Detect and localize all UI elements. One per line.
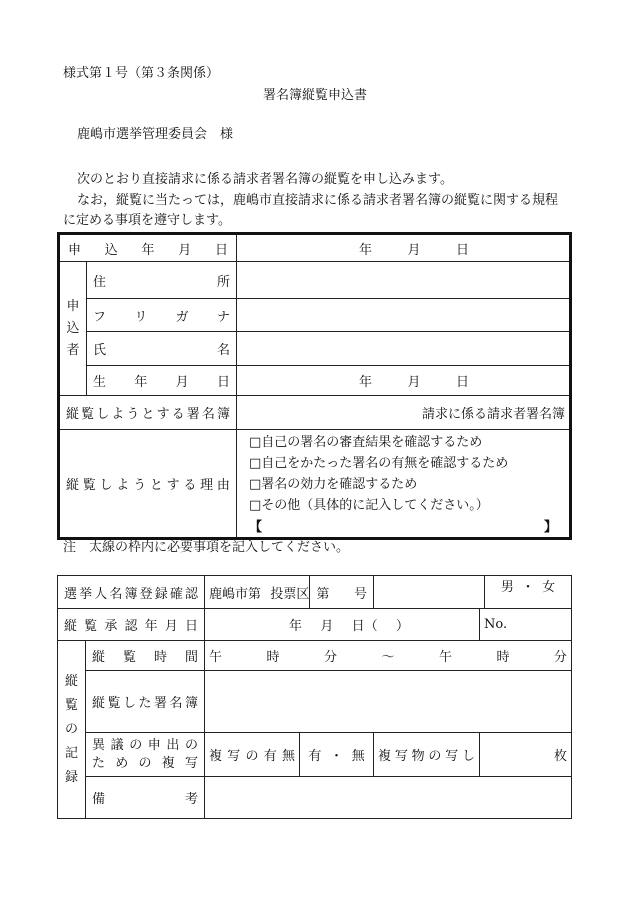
number-prefix: 第	[316, 586, 330, 602]
label-char: 氏	[93, 343, 107, 358]
label-char: 年	[134, 375, 148, 390]
label-char: 分	[553, 650, 567, 665]
label-char: 縦	[66, 478, 80, 493]
label-char: 時	[154, 650, 168, 665]
reason-option-1[interactable]: □自己の署名の審査結果を確認するため	[249, 435, 483, 450]
label-char: 複	[378, 749, 392, 764]
bracket-open: 【	[249, 520, 263, 535]
voter-check-label	[58, 576, 205, 609]
label-char: 覧	[82, 478, 96, 493]
viewing-time-label	[86, 641, 205, 671]
label-char: 縦	[66, 407, 80, 422]
label-char: フ	[93, 309, 107, 325]
label-char: 縦	[64, 619, 78, 634]
intro-line-3: に定める事項を遵守します。	[63, 213, 231, 228]
label-char: 覧	[84, 619, 98, 634]
address-label	[87, 262, 237, 299]
label-char: 人	[94, 586, 108, 602]
label-char: 午	[209, 650, 223, 665]
no-field[interactable]	[480, 609, 572, 641]
label-char: 名	[217, 343, 231, 358]
label-char: 議	[110, 737, 124, 753]
label-char: の	[428, 749, 442, 764]
gender-option: ・	[521, 580, 535, 595]
reason-option-4[interactable]: □その他（具体的に記入してください。）	[249, 498, 489, 513]
label-char: 申	[68, 242, 82, 258]
label-char: 申	[147, 737, 161, 753]
label-char: 名	[169, 696, 183, 711]
label-char: ナ	[216, 309, 230, 325]
reason-options	[237, 430, 571, 539]
label-char: め	[115, 755, 129, 771]
label-char: 日（	[351, 619, 378, 634]
label-char: 住	[93, 274, 107, 290]
label-char: 由	[216, 478, 230, 493]
label-char: の	[245, 749, 259, 764]
address-field[interactable]	[237, 262, 571, 299]
copy-purpose-label	[86, 733, 205, 777]
intro-line-2: なお，縦覧に当たっては，鹿嶋市直接請求に係る請求者署名簿の縦覧に関する規程	[77, 193, 559, 208]
label-char: 年	[141, 242, 155, 258]
copy-copies-label	[374, 733, 480, 777]
label-char: 日	[455, 242, 469, 258]
furigana-label	[87, 299, 237, 332]
label-char: 月	[407, 375, 421, 390]
label-char: と	[141, 407, 155, 422]
gender-field	[374, 576, 572, 609]
label-char: 名	[201, 407, 215, 422]
form-title: 署名簿縦覧申込書	[263, 88, 368, 103]
label-char: 写	[445, 749, 459, 764]
label-char: 署	[186, 407, 200, 422]
label-char: 縦	[92, 696, 106, 711]
label-char: 日	[216, 375, 230, 390]
label-char: 月	[407, 242, 421, 258]
label-char: ～	[381, 650, 395, 665]
number-field[interactable]	[309, 576, 373, 608]
label-char: 時	[496, 650, 510, 665]
gender-option: 女	[542, 580, 556, 595]
label-char: 選	[64, 586, 78, 602]
label-char: 日	[215, 242, 229, 258]
note: 注 太線の枠内に必要事項を記入してください。	[63, 540, 350, 555]
label-char: し	[123, 696, 137, 711]
label-char: 簿	[185, 696, 199, 711]
reason-option-3[interactable]: □署名の効力を確認するため	[249, 477, 418, 492]
label-char: 日	[455, 375, 469, 390]
label-char: 覧	[81, 407, 95, 422]
record-label	[58, 641, 86, 819]
label-char: 月	[320, 619, 334, 634]
label-char: た	[138, 696, 152, 711]
intro-line-1: 次のとおり直接請求に係る請求者署名簿の縦覧を申し込みます。	[77, 172, 453, 187]
label-char: 縦	[92, 650, 106, 665]
label-char: 録	[64, 769, 78, 785]
label-char: 登	[139, 586, 153, 602]
label-char: 異	[92, 737, 106, 753]
addressee: 鹿嶋市選挙管理委員会 様	[77, 127, 234, 142]
name-field[interactable]	[237, 332, 571, 366]
label-char: 月	[178, 242, 192, 258]
label-char: 無	[351, 749, 365, 764]
label-char: 月	[164, 619, 178, 634]
label-char: の	[184, 737, 198, 753]
label-char: 写	[394, 749, 408, 764]
label-char: 確	[169, 586, 183, 602]
form-number: 様式第１号（第３条関係）	[63, 66, 220, 81]
label-char: の	[64, 721, 78, 737]
bracket-close: 】	[543, 520, 557, 535]
remarks-field[interactable]	[205, 777, 572, 819]
reason-label	[59, 430, 237, 539]
label-char: よ	[116, 478, 130, 493]
label-char: ・	[330, 749, 344, 764]
target-roll-label	[59, 396, 237, 430]
city-prefix: 鹿嶋市第	[209, 586, 262, 602]
label-char: 年	[144, 619, 158, 634]
label-char: よ	[111, 407, 125, 422]
label-char: す	[166, 478, 180, 493]
label-char: 有	[308, 749, 322, 764]
label-char: し	[96, 407, 110, 422]
birth-date-label	[87, 366, 237, 396]
application-date-label	[59, 234, 237, 262]
viewed-roll-field[interactable]	[205, 671, 572, 733]
label-char: 年	[289, 619, 303, 634]
label-char: し	[99, 478, 113, 493]
label-char: 生	[93, 375, 107, 390]
district-field[interactable]	[205, 576, 374, 609]
label-char: リ	[134, 309, 148, 325]
target-roll-value: 請求に係る請求者署名簿	[237, 396, 571, 430]
label-char: ）	[396, 619, 410, 634]
label-char: ガ	[175, 309, 189, 325]
viewed-roll-label	[86, 671, 205, 733]
approval-date-field[interactable]	[205, 609, 480, 641]
label-char: 年	[359, 375, 373, 390]
label-char: 月	[175, 375, 189, 390]
label-char: 覧	[123, 650, 137, 665]
label-char: る	[171, 407, 185, 422]
number-suffix: 号	[354, 586, 368, 602]
copy-exists-label	[205, 733, 300, 777]
label-char: 出	[166, 737, 180, 753]
label-char: 写	[185, 755, 199, 771]
label-char: 無	[281, 749, 295, 764]
gender-options[interactable]	[484, 576, 571, 608]
label-char: 承	[104, 619, 118, 634]
label-char: 写	[227, 749, 241, 764]
label-char: の	[129, 737, 143, 753]
copies-field[interactable]	[480, 733, 572, 777]
label-char: 考	[185, 792, 199, 807]
remarks-label	[86, 777, 205, 819]
label-char: 年	[359, 242, 373, 258]
other-reason-field[interactable]	[249, 516, 557, 535]
label-char: し	[462, 749, 476, 764]
label-char: 挙	[79, 586, 93, 602]
label-char: 認	[185, 586, 199, 602]
label-char: 込	[66, 320, 80, 336]
label-char: 覧	[107, 696, 121, 711]
viewing-time-field[interactable]	[205, 641, 572, 671]
label-char: と	[149, 478, 163, 493]
label-char: 所	[217, 274, 231, 290]
label-char: 複	[161, 755, 175, 771]
label-char: 署	[154, 696, 168, 711]
label-char: 分	[323, 650, 337, 665]
label-char: 録	[154, 586, 168, 602]
label-char: 理	[200, 478, 214, 493]
label-char: 時	[266, 650, 280, 665]
district-suffix: 投票区	[270, 586, 310, 602]
label-char: 有	[263, 749, 277, 764]
label-char: 覧	[64, 697, 78, 713]
label-char: 日	[184, 619, 198, 634]
label-char: 縦	[64, 673, 78, 689]
label-char: す	[156, 407, 170, 422]
application-date-field[interactable]	[237, 234, 571, 262]
birth-date-field[interactable]	[237, 366, 571, 396]
reason-option-2[interactable]: □自己をかたった署名の有無を確認するため	[249, 456, 509, 471]
label-char: 名	[109, 586, 123, 602]
label-char: 申	[66, 298, 80, 314]
label-char: 間	[185, 650, 199, 665]
name-label	[87, 332, 237, 366]
label-char: 込	[104, 242, 118, 258]
copies-unit: 枚	[553, 749, 567, 764]
no-label: No.	[484, 617, 508, 632]
applicant-label	[59, 262, 87, 396]
label-char: 備	[92, 792, 106, 807]
label-char: 簿	[216, 407, 230, 422]
record-table	[57, 575, 572, 819]
label-char: う	[126, 407, 140, 422]
label-char: る	[183, 478, 197, 493]
label-char: の	[138, 755, 152, 771]
label-char: う	[133, 478, 147, 493]
copy-exists-field[interactable]	[300, 733, 374, 777]
label-char: 複	[209, 749, 223, 764]
label-char: 記	[64, 745, 78, 761]
approval-date-label	[58, 609, 205, 641]
gender-option: 男	[500, 580, 514, 595]
furigana-field[interactable]	[237, 299, 571, 332]
label-char: 者	[66, 342, 80, 358]
label-char: 物	[411, 749, 425, 764]
application-table	[57, 232, 572, 540]
label-char: た	[92, 755, 106, 771]
label-char: 簿	[124, 586, 138, 602]
label-char: 認	[124, 619, 138, 634]
label-char: 午	[438, 650, 452, 665]
